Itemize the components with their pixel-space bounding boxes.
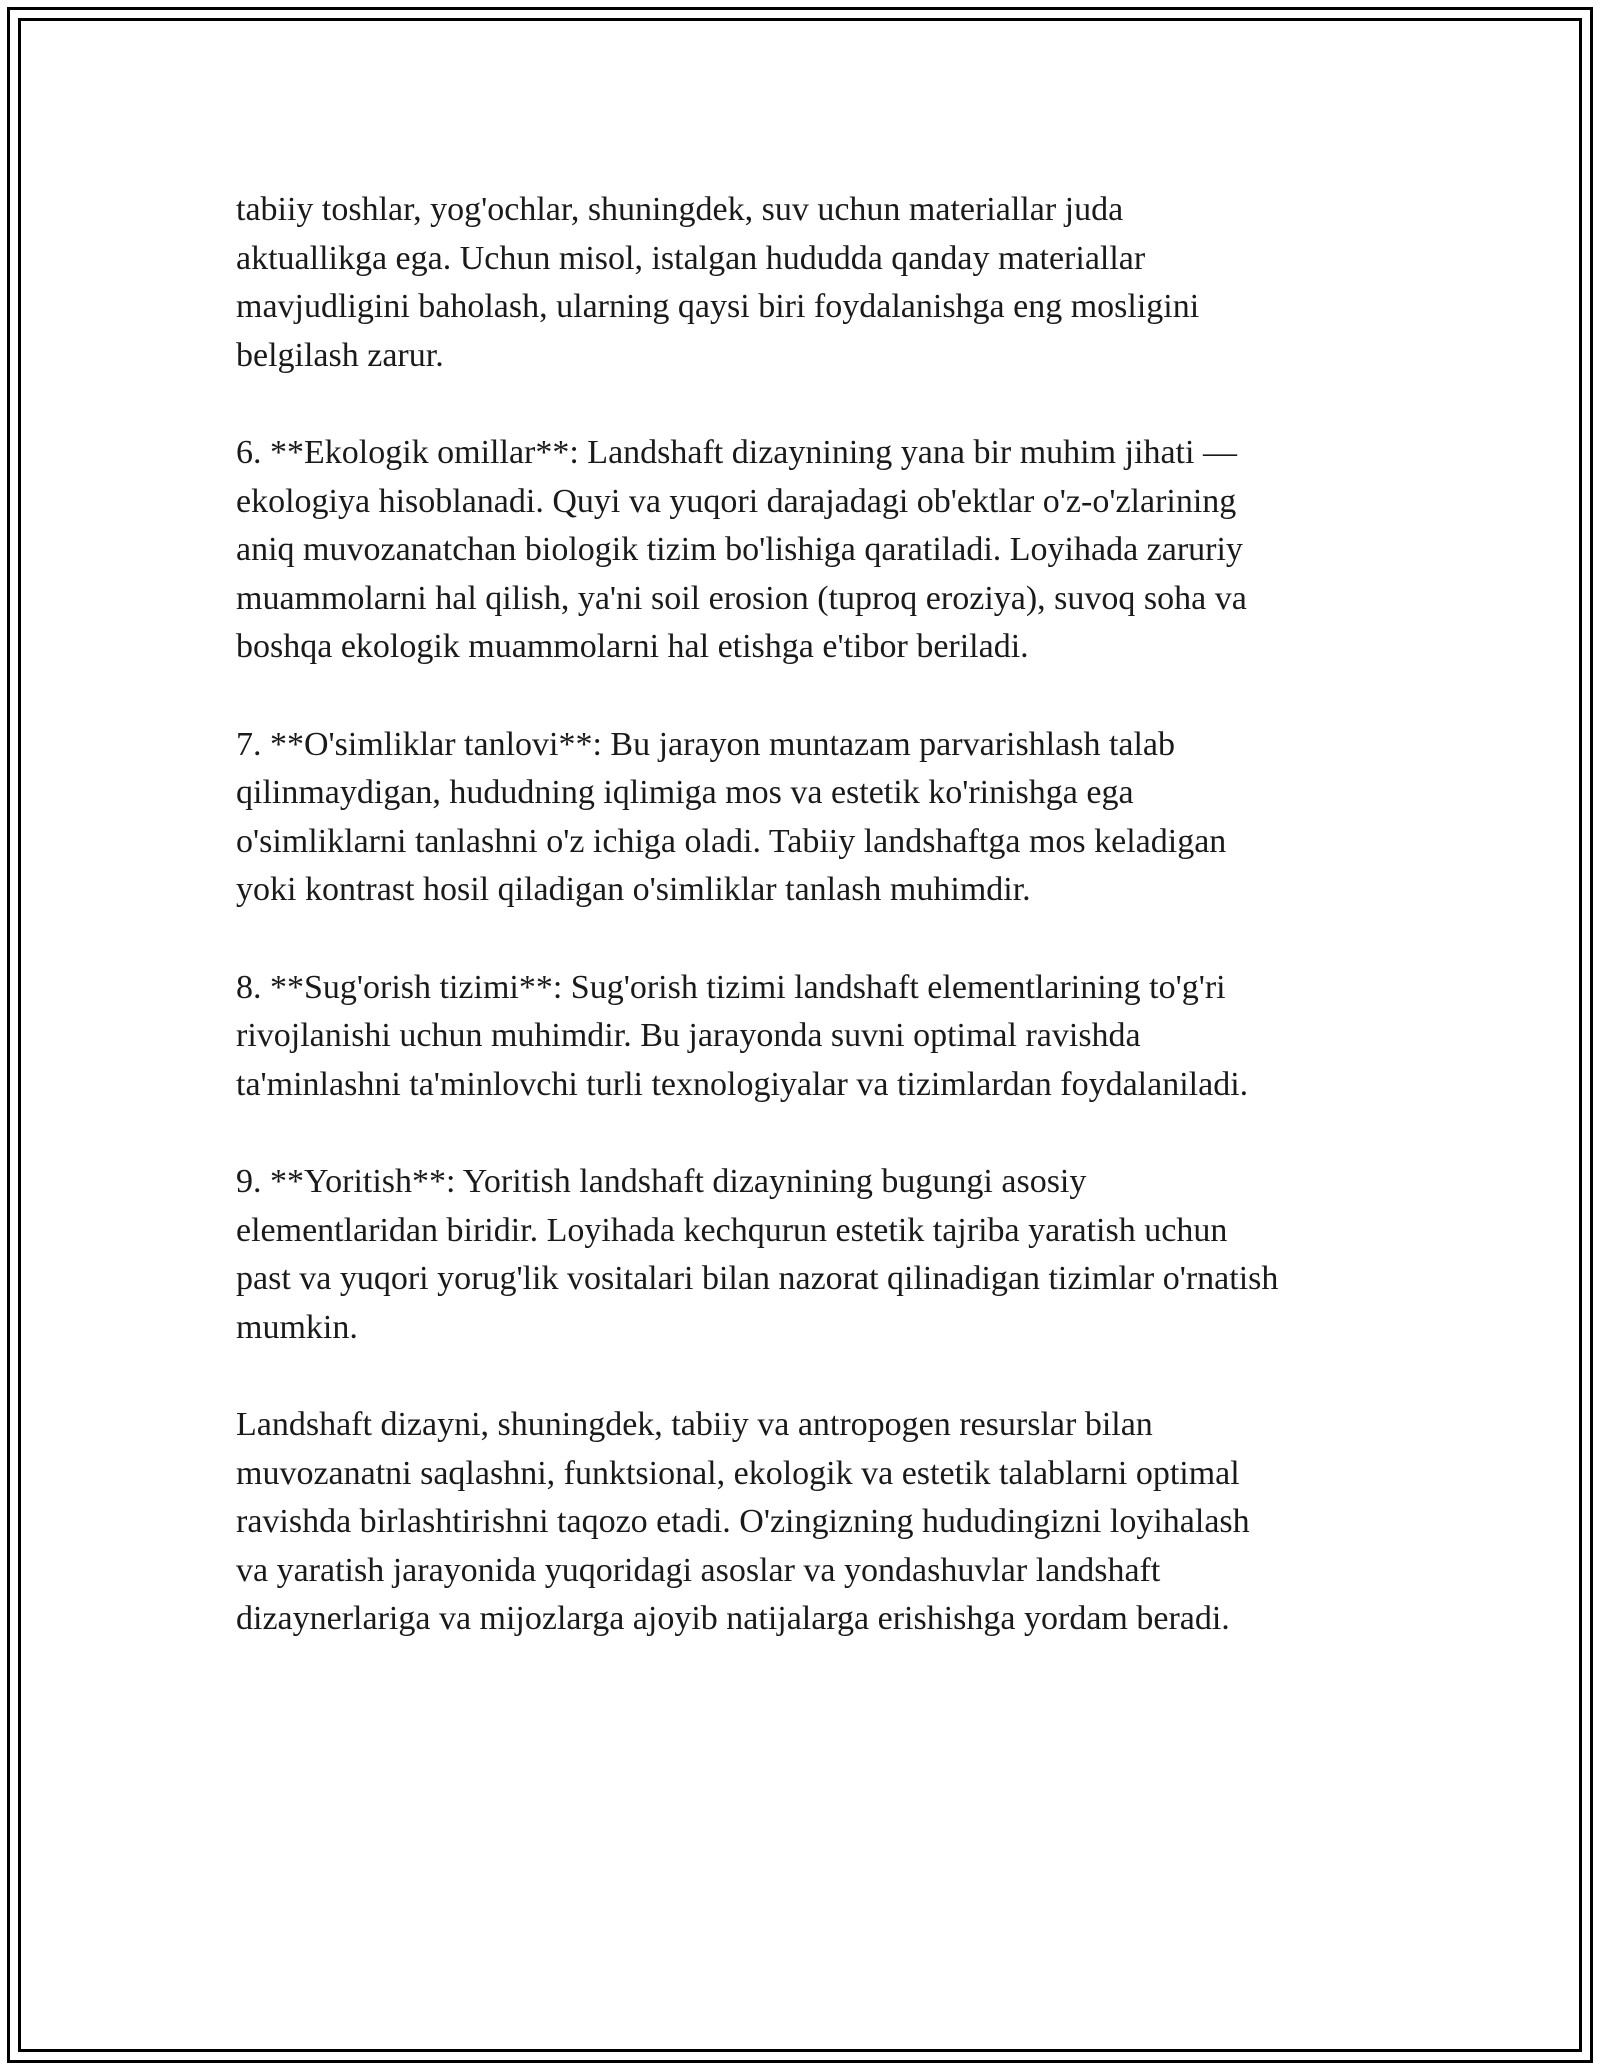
paragraph-ecological-factors [236, 429, 1376, 672]
text-line: boshqa ekologik muammolarni hal etishga e'tibor beriladi. [236, 628, 1029, 665]
text-line: ta'minlashni ta'minlovchi turli texnologiyalar va tizimlardan foydalaniladi. [236, 1065, 1249, 1103]
text-line: past va yuqori yorug'lik vositalari bilan nazorat qilinadigan tizimlar o'rnatish [236, 1260, 1279, 1297]
text-line: dizaynerlariga va mijozlarga ajoyib natijalarga erishishga yordam beradi. [236, 1600, 1230, 1637]
text-line: mavjudligini baholash, ularning qaysi biri foydalanishga eng mosligini [236, 288, 1200, 325]
paragraph-materials [236, 186, 1376, 380]
text-line: elementlaridan biridir. Loyihada kechqurun estetik tajriba yaratish uchun [236, 1211, 1228, 1249]
text-line: o'simliklarni tanlashni o'z ichiga oladi. Tabiiy landshaftga mos keladigan [236, 822, 1227, 860]
document-body [236, 186, 1376, 1693]
paragraph-lighting [236, 1158, 1376, 1352]
text-line: belgilash zarur. [236, 336, 444, 374]
text-line: qilinmaydigan, hududning iqlimiga mos va estetik ko'rinishga ega [236, 774, 1134, 811]
text-line: ravishda birlashtirishni taqozo etadi. O'zingizning hududingizni loyihalash [236, 1503, 1250, 1540]
text-line: va yaratish jarayonida yuqoridagi asoslar va yondashuvlar landshaft [236, 1551, 1161, 1589]
text-line: 7. **O'simliklar tanlovi**: Bu jarayon muntazam parvarishlash talab [236, 725, 1176, 763]
paragraph-irrigation-system [236, 964, 1376, 1110]
text-line: yoki kontrast hosil qiladigan o'simliklar tanlash muhimdir. [236, 871, 1031, 908]
text-line: rivojlanishi uchun muhimdir. Bu jarayonda suvni optimal ravishda [236, 1017, 1141, 1054]
text-line: muammolarni hal qilish, ya'ni soil erosion (tuproq eroziya), suvoq soha va [236, 579, 1247, 617]
text-line: 9. **Yoritish**: Yoritish landshaft dizaynining bugungi asosiy [236, 1163, 1087, 1200]
text-line: 8. **Sug'orish tizimi**: Sug'orish tizimi landshaft elementlarining to'g'ri [236, 968, 1226, 1006]
text-line: 6. **Ekologik omillar**: Landshaft dizaynining yana bir muhim jihati — [236, 434, 1237, 471]
text-line: Landshaft dizayni, shuningdek, tabiiy va antropogen resurslar bilan [236, 1406, 1153, 1443]
paragraph-conclusion [236, 1401, 1376, 1644]
text-line: muvozanatni saqlashni, funktsional, ekologik va estetik talablarni optimal [236, 1454, 1240, 1492]
text-line: ekologiya hisoblanadi. Quyi va yuqori darajadagi ob'ektlar o'z-o'zlarining [236, 482, 1237, 520]
text-line: aktuallikga ega. Uchun misol, istalgan hududda qanday materiallar [236, 239, 1146, 277]
text-line: mumkin. [236, 1308, 358, 1346]
text-line: aniq muvozanatchan biologik tizim bo'lishiga qaratiladi. Loyihada zaruriy [236, 531, 1243, 568]
paragraph-plant-selection [236, 721, 1376, 915]
text-line: tabiiy toshlar, yog'ochlar, shuningdek, suv uchun materiallar juda [236, 191, 1124, 228]
